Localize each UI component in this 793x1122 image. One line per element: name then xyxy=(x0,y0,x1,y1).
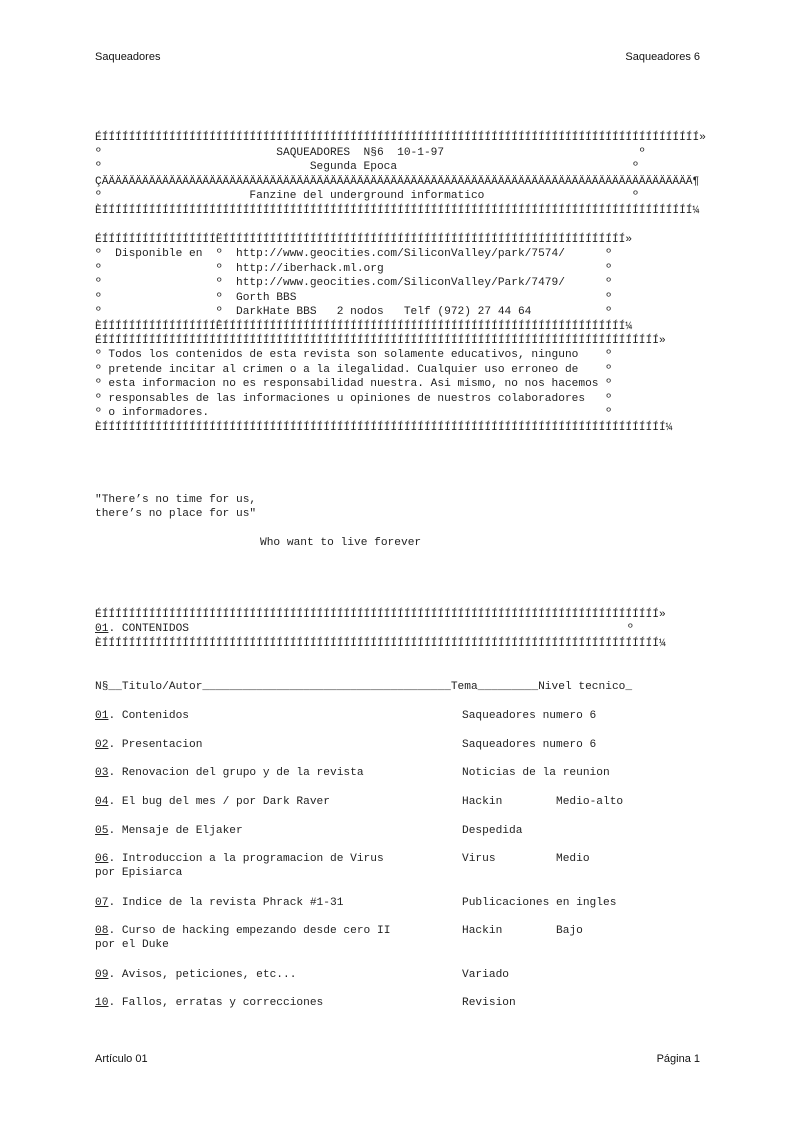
toc-number-link[interactable]: 08 xyxy=(95,925,109,937)
disclaimer-line: º o informadores. º xyxy=(95,407,612,419)
toc-title-cell xyxy=(95,968,455,982)
banner-subtitle: º Segunda Epoca º xyxy=(95,161,639,173)
availability-line: º º DarkHate BBS 2 nodos Telf (972) 27 44 64 º xyxy=(95,306,612,318)
toc-row xyxy=(95,766,715,796)
toc-title: . Mensaje de Eljaker xyxy=(108,825,243,837)
quote-line-1: "There’s no time for us, xyxy=(95,494,257,506)
toc-number-link[interactable]: 01 xyxy=(95,710,109,722)
footer-page-number: Página 1 xyxy=(656,1053,700,1065)
toc-row xyxy=(95,924,715,954)
section-bottom-border: ÈÍÍÍÍÍÍÍÍÍÍÍÍÍÍÍÍÍÍÍÍÍÍÍÍÍÍÍÍÍÍÍÍÍÍÍÍÍÍÍÍÍÍÍÍÍÍÍÍÍÍÍÍÍÍÍÍÍÍÍÍÍÍÍÍÍÍÍÍÍÍÍÍÍÍÍÍÍÍÍÍÍÍÍ¼ xyxy=(95,638,666,650)
availability-top-border: ÉÍÍÍÍÍÍÍÍÍÍÍÍÍÍÍÍÍËÍÍÍÍÍÍÍÍÍÍÍÍÍÍÍÍÍÍÍÍÍÍÍÍÍÍÍÍÍÍÍÍÍÍÍÍÍÍÍÍÍÍÍÍÍÍÍÍÍÍÍÍÍÍÍÍÍÍÍÍ» xyxy=(95,234,633,246)
toc-number-link[interactable]: 05 xyxy=(95,825,109,837)
toc-title: . Contenidos xyxy=(108,710,190,722)
disclaimer-line: º responsables de las informaciones u opiniones de nuestros colaboradores º xyxy=(95,393,612,405)
toc-title: . Introduccion a la programacion de Virus por Episiarca xyxy=(95,853,384,880)
toc-title: . Indice de la revista Phrack #1-31 xyxy=(108,897,344,909)
toc-title-cell xyxy=(95,738,455,752)
toc-title: . Presentacion xyxy=(108,739,203,751)
quote-line-2: there’s no place for us" xyxy=(95,508,257,520)
disclaimer-bottom-border: ÈÍÍÍÍÍÍÍÍÍÍÍÍÍÍÍÍÍÍÍÍÍÍÍÍÍÍÍÍÍÍÍÍÍÍÍÍÍÍÍÍÍÍÍÍÍÍÍÍÍÍÍÍÍÍÍÍÍÍÍÍÍÍÍÍÍÍÍÍÍÍÍÍÍÍÍÍÍÍÍÍÍÍÍÍ¼ xyxy=(95,422,673,434)
toc-number-link[interactable]: 07 xyxy=(95,897,109,909)
disclaimer-line: º esta informacion no es responsabilidad nuestra. Asi mismo, no nos hacemos º xyxy=(95,378,612,390)
disclaimer-top-border: ÉÍÍÍÍÍÍÍÍÍÍÍÍÍÍÍÍÍÍÍÍÍÍÍÍÍÍÍÍÍÍÍÍÍÍÍÍÍÍÍÍÍÍÍÍÍÍÍÍÍÍÍÍÍÍÍÍÍÍÍÍÍÍÍÍÍÍÍÍÍÍÍÍÍÍÍÍÍÍÍÍÍÍÍ» xyxy=(95,335,666,347)
running-header-left: Saqueadores xyxy=(95,51,161,63)
toc-tema: Publicaciones en ingles xyxy=(462,897,617,909)
toc-title-cell xyxy=(95,924,455,953)
banner-divider: ÇÄÄÄÄÄÄÄÄÄÄÄÄÄÄÄÄÄÄÄÄÄÄÄÄÄÄÄÄÄÄÄÄÄÄÄÄÄÄÄÄÄÄÄÄÄÄÄÄÄÄÄÄÄÄÄÄÄÄÄÄÄÄÄÄÄÄÄÄÄÄÄÄÄÄÄÄÄÄÄÄÄÄÄÄÄÄÄÄ¶ xyxy=(95,176,700,188)
toc-row xyxy=(95,968,715,998)
toc-title-cell xyxy=(95,766,455,780)
availability-bottom-border: ÈÍÍÍÍÍÍÍÍÍÍÍÍÍÍÍÍÍÊÍÍÍÍÍÍÍÍÍÍÍÍÍÍÍÍÍÍÍÍÍÍÍÍÍÍÍÍÍÍÍÍÍÍÍÍÍÍÍÍÍÍÍÍÍÍÍÍÍÍÍÍÍÍÍÍÍÍÍÍ¼ xyxy=(95,321,633,333)
toc-title-cell xyxy=(95,824,455,838)
section-right-edge: º xyxy=(627,623,634,635)
toc-row xyxy=(95,996,715,1026)
toc-nivel: Bajo xyxy=(556,925,583,937)
toc-title-cell xyxy=(95,795,455,809)
footer-article: Artículo 01 xyxy=(95,1053,148,1065)
toc-title: . Avisos, peticiones, etc... xyxy=(108,969,297,981)
toc-tema: Saqueadores numero 6 xyxy=(462,710,597,722)
banner-title: º SAQUEADORES N§6 10-1-97 º xyxy=(95,147,646,159)
toc-number-link[interactable]: 02 xyxy=(95,739,109,751)
disclaimer-line: º pretende incitar al crimen o a la ilegalidad. Cualquier uso erroneo de º xyxy=(95,364,612,376)
toc-title-cell xyxy=(95,709,455,723)
toc-number-link[interactable]: 04 xyxy=(95,796,109,808)
disclaimer-line: º Todos los contenidos de esta revista son solamente educativos, ninguno º xyxy=(95,349,612,361)
toc-tema: Saqueadores numero 6 xyxy=(462,739,597,751)
toc-nivel: Medio-alto xyxy=(556,796,624,808)
toc-tema: Despedida xyxy=(462,825,523,837)
availability-line: º º Gorth BBS º xyxy=(95,292,612,304)
banner-bottom-border: ÈÍÍÍÍÍÍÍÍÍÍÍÍÍÍÍÍÍÍÍÍÍÍÍÍÍÍÍÍÍÍÍÍÍÍÍÍÍÍÍÍÍÍÍÍÍÍÍÍÍÍÍÍÍÍÍÍÍÍÍÍÍÍÍÍÍÍÍÍÍÍÍÍÍÍÍÍÍÍÍÍÍÍÍÍÍÍÍÍ¼ xyxy=(95,205,700,217)
toc-row xyxy=(95,852,715,882)
toc-title: . El bug del mes / por Dark Raver xyxy=(108,796,330,808)
toc-number-link[interactable]: 06 xyxy=(95,853,109,865)
toc-tema: Noticias de la reunion xyxy=(462,767,610,779)
running-header-right: Saqueadores 6 xyxy=(625,51,700,63)
toc-title: . Curso de hacking empezando desde cero II por el Duke xyxy=(95,925,391,952)
toc-title-cell xyxy=(95,852,455,881)
toc-title: . Renovacion del grupo y de la revista xyxy=(108,767,364,779)
toc-nivel: Medio xyxy=(556,853,590,865)
toc-tema: Variado xyxy=(462,969,509,981)
toc-row xyxy=(95,709,715,739)
availability-line: º º http://www.geocities.com/SiliconValley/Park/7479/ º xyxy=(95,277,612,289)
section-heading xyxy=(95,622,189,636)
toc-row xyxy=(95,824,715,854)
toc-tema: Hackin xyxy=(462,925,503,937)
toc-tema: Revision xyxy=(462,997,516,1009)
toc-tema: Hackin xyxy=(462,796,503,808)
availability-line: º º http://iberhack.ml.org º xyxy=(95,263,612,275)
toc-title: . Fallos, erratas y correcciones xyxy=(108,997,324,1009)
banner-tagline: º Fanzine del underground informatico º xyxy=(95,190,639,202)
quote-attribution: Who want to live forever xyxy=(260,537,422,549)
section-number-link[interactable]: 01 xyxy=(95,623,109,635)
banner-top-border: ÉÍÍÍÍÍÍÍÍÍÍÍÍÍÍÍÍÍÍÍÍÍÍÍÍÍÍÍÍÍÍÍÍÍÍÍÍÍÍÍÍÍÍÍÍÍÍÍÍÍÍÍÍÍÍÍÍÍÍÍÍÍÍÍÍÍÍÍÍÍÍÍÍÍÍÍÍÍÍÍÍÍÍÍÍÍÍÍÍÍ» xyxy=(95,132,706,144)
section-title: . CONTENIDOS xyxy=(108,623,190,635)
availability-line: º Disponible en º http://www.geocities.com/SiliconValley/park/7574/ º xyxy=(95,248,612,260)
toc-header: N§__Titulo/Autor_____________________________________Tema_________Nivel tecnico_ xyxy=(95,681,633,693)
toc-title-cell xyxy=(95,896,455,910)
toc-tema: Virus xyxy=(462,853,496,865)
toc-row xyxy=(95,738,715,768)
toc-number-link[interactable]: 09 xyxy=(95,969,109,981)
toc-number-link[interactable]: 03 xyxy=(95,767,109,779)
toc-number-link[interactable]: 10 xyxy=(95,997,109,1009)
section-top-border: ÉÍÍÍÍÍÍÍÍÍÍÍÍÍÍÍÍÍÍÍÍÍÍÍÍÍÍÍÍÍÍÍÍÍÍÍÍÍÍÍÍÍÍÍÍÍÍÍÍÍÍÍÍÍÍÍÍÍÍÍÍÍÍÍÍÍÍÍÍÍÍÍÍÍÍÍÍÍÍÍÍÍÍÍ» xyxy=(95,609,666,621)
toc-title-cell xyxy=(95,996,455,1010)
toc-row xyxy=(95,896,715,926)
toc-row xyxy=(95,795,715,825)
